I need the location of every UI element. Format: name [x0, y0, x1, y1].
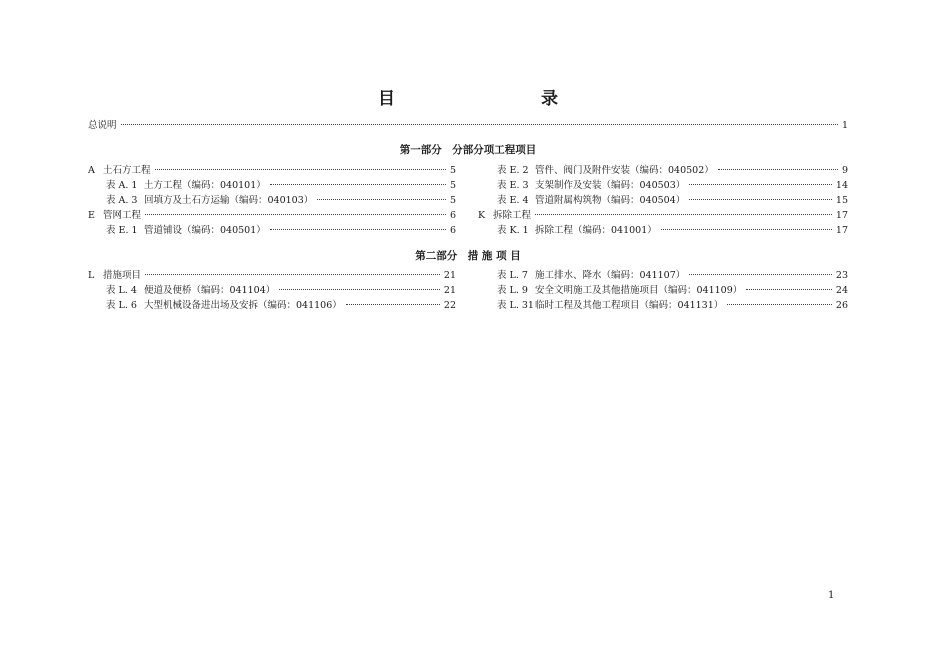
toc-section-a[interactable]	[88, 164, 456, 178]
page-title: 目 录	[378, 89, 628, 109]
toc-entry-label	[497, 164, 714, 178]
table-name: 拆除工程（编码：041001）	[535, 225, 657, 236]
dot-leader	[270, 184, 446, 185]
toc-entry-label	[497, 299, 723, 313]
table-number: 表 E. 2	[497, 165, 529, 176]
toc-entry-page: 9	[841, 165, 848, 176]
table-name: 施工排水、降水（编码：041107）	[535, 270, 686, 281]
dot-leader	[279, 289, 440, 290]
table-name: 管道铺设（编码：040501）	[144, 225, 266, 236]
section-letter: E	[88, 210, 95, 221]
toc-entry-page: 17	[835, 225, 848, 236]
dot-leader	[689, 199, 832, 200]
table-number: 表 K. 1	[497, 225, 529, 236]
toc-entry-label	[497, 179, 685, 193]
toc-entry-k1[interactable]	[497, 224, 848, 238]
toc-entry-page: 14	[835, 180, 848, 191]
section-letter: K	[478, 210, 486, 221]
table-number: 表 E. 4	[497, 195, 529, 206]
toc-entry-a3[interactable]	[106, 194, 456, 208]
table-name: 管件、阀门及附件安装（编码：040502）	[535, 165, 714, 176]
toc-entry-page: 22	[443, 300, 456, 311]
toc-entry-page: 5	[449, 165, 456, 176]
toc-entry-label	[88, 209, 141, 223]
toc-entry-page: 5	[449, 195, 456, 206]
table-number: 表 A. 3	[106, 195, 138, 206]
dot-leader	[727, 304, 832, 305]
dot-leader	[661, 229, 832, 230]
toc-entry-label	[106, 179, 266, 193]
table-name: 便道及便桥（编码：041104）	[144, 285, 276, 296]
toc-entry-e2[interactable]	[497, 164, 848, 178]
toc-entry-label	[88, 164, 151, 178]
part2-heading: 第二部分 措 施 项 目	[415, 250, 521, 262]
toc-entry-l4[interactable]	[106, 284, 456, 298]
toc-entry-page: 6	[449, 225, 456, 236]
toc-entry-l7[interactable]	[497, 269, 848, 283]
toc-entry-label	[106, 224, 266, 238]
toc-entry-label	[478, 209, 531, 223]
toc-entry-page: 21	[443, 270, 456, 281]
dot-leader	[145, 274, 440, 275]
table-number: 表 E. 1	[106, 225, 138, 236]
table-name: 土方工程（编码：040101）	[144, 180, 266, 191]
table-number: 表 A. 1	[106, 180, 138, 191]
toc-entry-l9[interactable]	[497, 284, 848, 298]
table-number: 表 L. 6	[106, 300, 137, 311]
toc-entry-label	[497, 194, 685, 208]
toc-entry-page: 15	[835, 195, 848, 206]
dot-leader	[689, 274, 832, 275]
table-name: 支架制作及安装（编码：040503）	[535, 180, 686, 191]
toc-entry-e1[interactable]	[106, 224, 456, 238]
table-name: 安全文明施工及其他措施项目（编码：041109）	[535, 285, 743, 296]
toc-entry-label	[497, 269, 685, 283]
table-name: 回填方及土石方运输（编码：040103）	[144, 195, 314, 206]
table-name: 管道附属构筑物（编码：040504）	[535, 195, 686, 206]
toc-entry-label: 总说明	[88, 120, 117, 131]
dot-leader	[718, 169, 838, 170]
toc-entry-label	[88, 269, 141, 283]
toc-entry-e4[interactable]	[497, 194, 848, 208]
toc-entry-label	[497, 284, 742, 298]
dot-leader	[121, 124, 838, 125]
dot-leader	[689, 184, 832, 185]
dot-leader	[317, 199, 446, 200]
dot-leader	[746, 289, 832, 290]
toc-entry-label	[497, 224, 657, 238]
toc-entry-page: 21	[443, 285, 456, 296]
table-number: 表 L. 9	[497, 285, 528, 296]
table-number: 表 E. 3	[497, 180, 529, 191]
section-name: 管网工程	[103, 210, 142, 221]
dot-leader	[270, 229, 446, 230]
toc-entry-l6[interactable]	[106, 299, 456, 313]
section-letter: A	[88, 165, 95, 176]
toc-entry-label	[106, 299, 342, 313]
dot-leader	[346, 304, 440, 305]
toc-entry-general[interactable]	[88, 119, 848, 133]
toc-entry-page: 1	[841, 120, 848, 131]
dot-leader	[535, 214, 832, 215]
toc-entry-page: 23	[835, 270, 848, 281]
toc-entry-label	[106, 194, 313, 208]
toc-entry-l31[interactable]	[497, 299, 848, 313]
part1-heading: 第一部分 分部分项工程项目	[399, 144, 537, 156]
toc-entry-page: 26	[835, 300, 848, 311]
page-number: 1	[828, 590, 835, 601]
section-name: 土石方工程	[103, 165, 151, 176]
dot-leader	[145, 214, 446, 215]
toc-section-l[interactable]	[88, 269, 456, 283]
toc-section-e[interactable]	[88, 209, 456, 223]
section-name: 拆除工程	[493, 210, 532, 221]
section-name: 措施项目	[103, 270, 142, 281]
section-letter: L	[88, 270, 95, 281]
table-number: 表 L. 4	[106, 285, 137, 296]
table-number: 表 L. 31	[497, 300, 534, 311]
toc-entry-page: 17	[835, 210, 848, 221]
toc-entry-page: 24	[835, 285, 848, 296]
toc-entry-page: 6	[449, 210, 456, 221]
toc-section-k[interactable]	[478, 209, 848, 223]
table-number: 表 L. 7	[497, 270, 528, 281]
toc-entry-page: 5	[449, 180, 456, 191]
table-name: 大型机械设备进出场及安拆（编码：041106）	[144, 300, 342, 311]
toc-entry-label	[106, 284, 275, 298]
dot-leader	[155, 169, 446, 170]
table-name: 临时工程及其他工程项目（编码：041131）	[535, 300, 724, 311]
toc-entry-a1[interactable]	[106, 179, 456, 193]
toc-entry-e3[interactable]	[497, 179, 848, 193]
